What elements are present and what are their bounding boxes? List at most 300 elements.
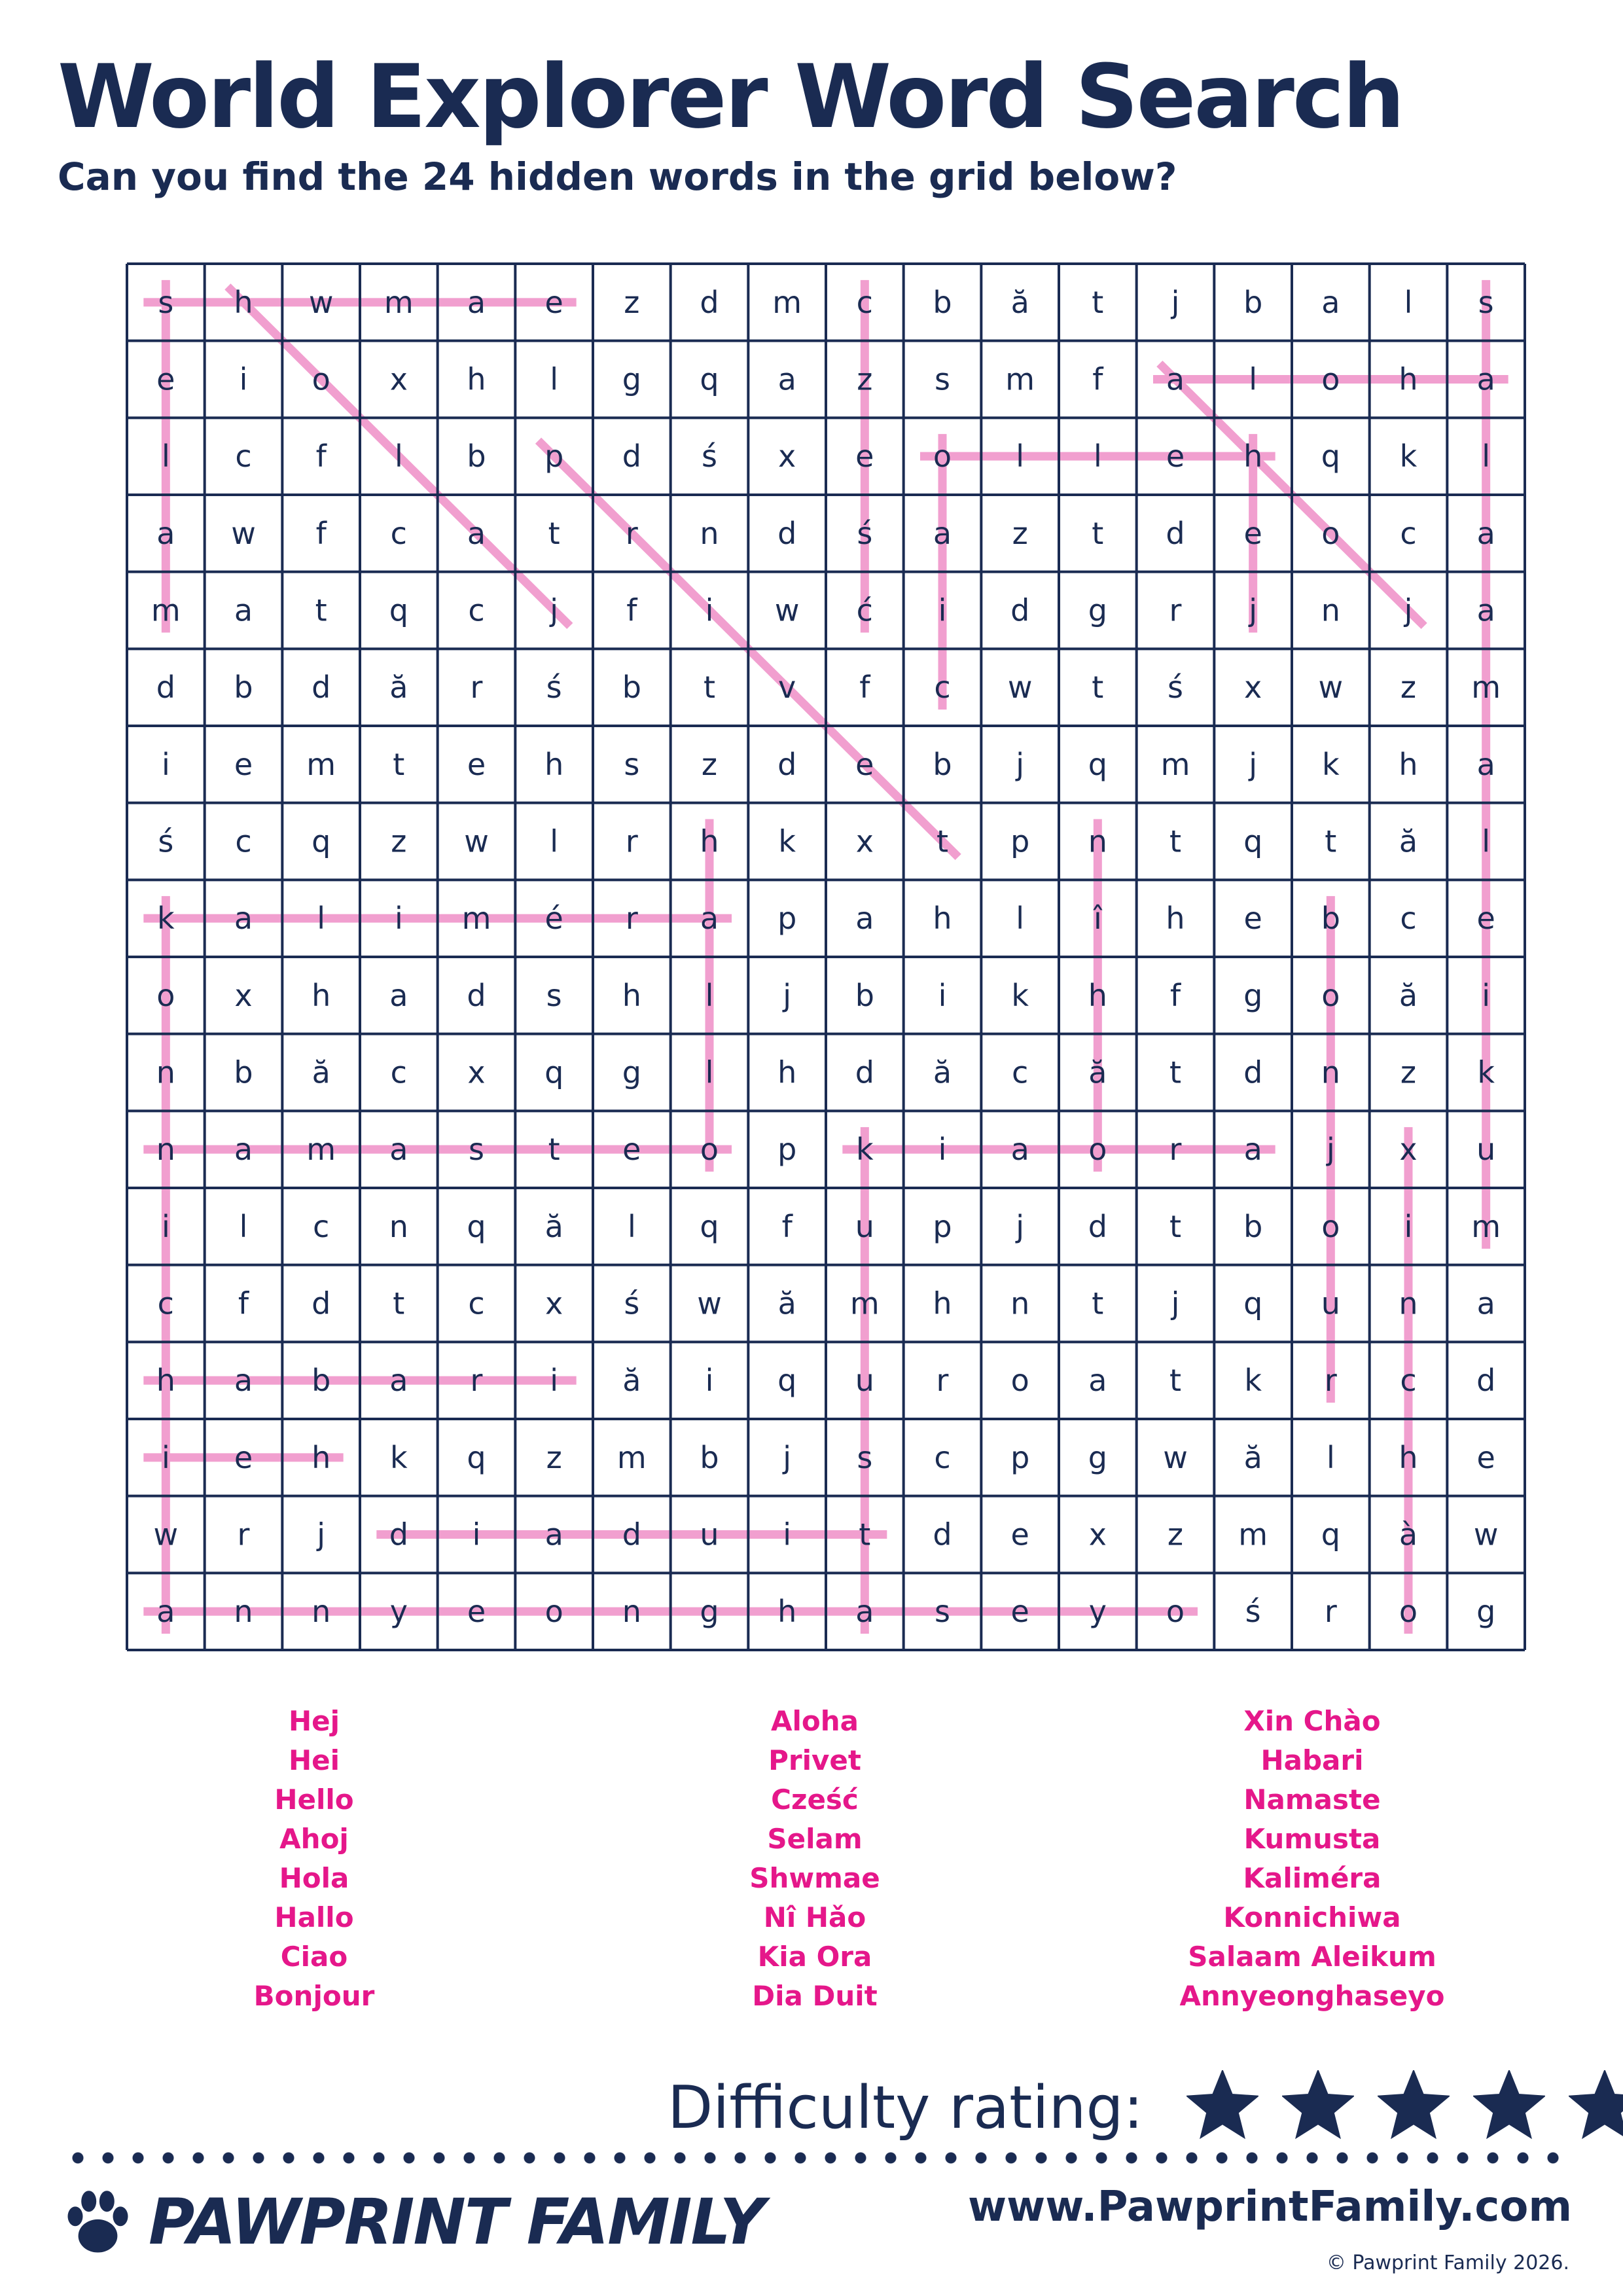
grid-letter[interactable]: i: [938, 977, 947, 1013]
grid-letter[interactable]: x: [467, 1054, 486, 1090]
grid-letter[interactable]: i: [472, 1516, 481, 1552]
grid-letter[interactable]: k: [390, 1439, 408, 1475]
grid-letter[interactable]: d: [622, 1516, 641, 1552]
grid-letter[interactable]: j: [550, 592, 559, 628]
grid-letter[interactable]: n: [1088, 823, 1107, 859]
grid-letter[interactable]: o: [933, 439, 952, 475]
grid-letter[interactable]: j: [783, 1439, 792, 1475]
grid-letter[interactable]: n: [389, 1208, 408, 1244]
grid-letter[interactable]: c: [1400, 901, 1417, 937]
grid-letter[interactable]: î: [1093, 901, 1102, 937]
grid-letter[interactable]: l: [1093, 439, 1102, 475]
grid-letter[interactable]: x: [1399, 1132, 1418, 1168]
grid-letter[interactable]: e: [1166, 439, 1185, 475]
grid-letter[interactable]: d: [622, 439, 641, 475]
grid-letter[interactable]: a: [467, 515, 486, 551]
grid-letter[interactable]: q: [1088, 746, 1107, 782]
grid-letter[interactable]: ś: [624, 1285, 640, 1321]
grid-letter[interactable]: m: [1238, 1516, 1268, 1552]
grid-letter[interactable]: a: [1476, 361, 1495, 397]
grid-letter[interactable]: q: [312, 823, 331, 859]
grid-letter[interactable]: l: [1249, 361, 1258, 397]
grid-letter[interactable]: a: [156, 1594, 175, 1630]
grid-letter[interactable]: s: [624, 746, 640, 782]
grid-letter[interactable]: n: [234, 1594, 253, 1630]
grid-letter[interactable]: m: [461, 901, 491, 937]
grid-letter[interactable]: l: [161, 439, 170, 475]
grid-letter[interactable]: n: [700, 515, 719, 551]
grid-letter[interactable]: f: [781, 1208, 793, 1244]
grid-letter[interactable]: z: [701, 746, 718, 782]
grid-letter[interactable]: e: [156, 361, 175, 397]
grid-letter[interactable]: b: [933, 746, 952, 782]
grid-letter[interactable]: d: [1476, 1363, 1496, 1399]
grid-letter[interactable]: g: [700, 1594, 719, 1630]
grid-letter[interactable]: k: [1322, 746, 1340, 782]
grid-letter[interactable]: f: [238, 1285, 249, 1321]
grid-letter[interactable]: z: [1400, 670, 1417, 706]
grid-letter[interactable]: a: [389, 1363, 408, 1399]
grid-letter[interactable]: r: [470, 670, 483, 706]
grid-letter[interactable]: u: [855, 1363, 874, 1399]
grid-letter[interactable]: i: [705, 592, 714, 628]
grid-letter[interactable]: q: [544, 1054, 564, 1090]
grid-letter[interactable]: a: [544, 1516, 563, 1552]
grid-letter[interactable]: e: [1010, 1516, 1029, 1552]
grid-letter[interactable]: j: [317, 1516, 326, 1552]
grid-letter[interactable]: r: [1169, 1132, 1182, 1168]
grid-letter[interactable]: z: [1400, 1054, 1417, 1090]
grid-letter[interactable]: ă: [622, 1363, 641, 1399]
grid-letter[interactable]: i: [239, 361, 248, 397]
grid-letter[interactable]: ś: [1245, 1594, 1261, 1630]
grid-letter[interactable]: q: [1243, 1285, 1263, 1321]
grid-letter[interactable]: t: [936, 823, 949, 859]
grid-letter[interactable]: w: [774, 592, 800, 628]
grid-letter[interactable]: h: [1088, 977, 1107, 1013]
grid-letter[interactable]: v: [778, 670, 796, 706]
grid-letter[interactable]: q: [1321, 439, 1340, 475]
grid-letter[interactable]: m: [383, 284, 414, 320]
grid-letter[interactable]: e: [1476, 901, 1495, 937]
grid-letter[interactable]: b: [622, 670, 641, 706]
grid-letter[interactable]: q: [389, 592, 408, 628]
grid-letter[interactable]: h: [1243, 439, 1263, 475]
grid-letter[interactable]: d: [777, 515, 797, 551]
grid-letter[interactable]: a: [234, 1363, 253, 1399]
grid-letter[interactable]: t: [393, 1285, 405, 1321]
grid-letter[interactable]: d: [312, 1285, 331, 1321]
grid-letter[interactable]: p: [777, 901, 797, 937]
grid-letter[interactable]: ć: [856, 592, 873, 628]
grid-letter[interactable]: c: [934, 1439, 951, 1475]
grid-letter[interactable]: h: [544, 746, 564, 782]
grid-letter[interactable]: e: [1243, 515, 1262, 551]
grid-letter[interactable]: n: [622, 1594, 641, 1630]
grid-letter[interactable]: a: [855, 901, 874, 937]
grid-letter[interactable]: ă: [544, 1208, 563, 1244]
grid-letter[interactable]: b: [234, 670, 253, 706]
grid-letter[interactable]: s: [935, 1594, 950, 1630]
grid-letter[interactable]: r: [237, 1516, 250, 1552]
grid-letter[interactable]: h: [933, 901, 952, 937]
grid-letter[interactable]: j: [783, 977, 792, 1013]
grid-letter[interactable]: h: [156, 1363, 175, 1399]
grid-letter[interactable]: w: [464, 823, 489, 859]
grid-letter[interactable]: w: [1473, 1516, 1499, 1552]
grid-letter[interactable]: t: [1092, 284, 1104, 320]
grid-letter[interactable]: d: [467, 977, 486, 1013]
grid-letter[interactable]: f: [1092, 361, 1103, 397]
grid-letter[interactable]: a: [933, 515, 952, 551]
grid-letter[interactable]: ś: [546, 670, 562, 706]
grid-letter[interactable]: n: [312, 1594, 331, 1630]
grid-letter[interactable]: t: [1169, 1054, 1182, 1090]
grid-letter[interactable]: e: [855, 746, 874, 782]
grid-letter[interactable]: a: [855, 1594, 874, 1630]
grid-letter[interactable]: i: [1482, 977, 1491, 1013]
grid-letter[interactable]: h: [622, 977, 641, 1013]
grid-letter[interactable]: x: [1244, 670, 1262, 706]
grid-letter[interactable]: y: [389, 1594, 408, 1630]
grid-letter[interactable]: r: [1324, 1363, 1337, 1399]
grid-letter[interactable]: w: [697, 1285, 722, 1321]
grid-letter[interactable]: ă: [777, 1285, 796, 1321]
grid-letter[interactable]: ś: [158, 823, 174, 859]
grid-letter[interactable]: w: [1163, 1439, 1188, 1475]
grid-letter[interactable]: ă: [1399, 823, 1418, 859]
grid-letter[interactable]: ă: [312, 1054, 330, 1090]
grid-letter[interactable]: l: [239, 1208, 248, 1244]
grid-letter[interactable]: s: [546, 977, 562, 1013]
grid-letter[interactable]: c: [934, 670, 951, 706]
grid-letter[interactable]: c: [313, 1208, 330, 1244]
grid-letter[interactable]: a: [1243, 1132, 1262, 1168]
grid-letter[interactable]: o: [1321, 515, 1340, 551]
grid-letter[interactable]: i: [161, 746, 170, 782]
grid-letter[interactable]: d: [1243, 1054, 1263, 1090]
grid-letter[interactable]: j: [1326, 1132, 1335, 1168]
grid-letter[interactable]: z: [857, 361, 873, 397]
grid-letter[interactable]: i: [938, 592, 947, 628]
grid-letter[interactable]: a: [1166, 361, 1185, 397]
grid-letter[interactable]: n: [1321, 1054, 1340, 1090]
grid-letter[interactable]: m: [1471, 670, 1501, 706]
grid-letter[interactable]: b: [467, 439, 486, 475]
grid-letter[interactable]: i: [394, 901, 403, 937]
grid-letter[interactable]: z: [546, 1439, 562, 1475]
grid-letter[interactable]: d: [1166, 515, 1185, 551]
grid-letter[interactable]: t: [703, 670, 716, 706]
grid-letter[interactable]: d: [312, 670, 331, 706]
grid-letter[interactable]: ă: [1399, 977, 1418, 1013]
grid-letter[interactable]: a: [1476, 746, 1495, 782]
grid-letter[interactable]: m: [306, 746, 336, 782]
grid-letter[interactable]: j: [1016, 746, 1025, 782]
grid-letter[interactable]: ś: [1168, 670, 1183, 706]
grid-letter[interactable]: c: [390, 515, 407, 551]
grid-letter[interactable]: o: [544, 1594, 563, 1630]
grid-letter[interactable]: a: [389, 977, 408, 1013]
grid-letter[interactable]: o: [1321, 361, 1340, 397]
grid-letter[interactable]: u: [855, 1208, 874, 1244]
grid-letter[interactable]: d: [855, 1054, 874, 1090]
grid-letter[interactable]: a: [1088, 1363, 1107, 1399]
grid-letter[interactable]: h: [777, 1054, 797, 1090]
website-link[interactable]: www.PawprintFamily.com: [967, 2183, 1572, 2231]
grid-letter[interactable]: x: [545, 1285, 563, 1321]
grid-letter[interactable]: i: [783, 1516, 792, 1552]
grid-letter[interactable]: c: [1400, 515, 1417, 551]
grid-letter[interactable]: l: [705, 977, 714, 1013]
grid-letter[interactable]: y: [1088, 1594, 1107, 1630]
grid-letter[interactable]: l: [1016, 901, 1025, 937]
grid-letter[interactable]: e: [1476, 1439, 1495, 1475]
grid-letter[interactable]: t: [548, 1132, 560, 1168]
grid-letter[interactable]: g: [1243, 977, 1263, 1013]
grid-letter[interactable]: r: [625, 823, 638, 859]
grid-letter[interactable]: c: [468, 1285, 485, 1321]
grid-letter[interactable]: b: [1243, 284, 1263, 320]
grid-letter[interactable]: s: [469, 1132, 484, 1168]
grid-letter[interactable]: r: [936, 1363, 949, 1399]
grid-letter[interactable]: h: [933, 1285, 952, 1321]
grid-letter[interactable]: ś: [702, 439, 717, 475]
grid-letter[interactable]: g: [1088, 1439, 1107, 1475]
grid-letter[interactable]: l: [317, 901, 326, 937]
grid-letter[interactable]: d: [1010, 592, 1030, 628]
grid-letter[interactable]: c: [1012, 1054, 1029, 1090]
grid-letter[interactable]: w: [1007, 670, 1033, 706]
grid-letter[interactable]: b: [312, 1363, 331, 1399]
grid-letter[interactable]: l: [1482, 439, 1491, 475]
grid-letter[interactable]: o: [1088, 1132, 1107, 1168]
grid-letter[interactable]: a: [1321, 284, 1340, 320]
grid-letter[interactable]: n: [1399, 1285, 1418, 1321]
grid-letter[interactable]: h: [234, 284, 253, 320]
grid-letter[interactable]: r: [1324, 1594, 1337, 1630]
grid-letter[interactable]: t: [1092, 1285, 1104, 1321]
grid-letter[interactable]: i: [161, 1439, 170, 1475]
grid-letter[interactable]: p: [1010, 823, 1030, 859]
grid-letter[interactable]: t: [315, 592, 327, 628]
grid-letter[interactable]: l: [1404, 284, 1413, 320]
grid-letter[interactable]: t: [548, 515, 560, 551]
grid-letter[interactable]: k: [778, 823, 796, 859]
grid-letter[interactable]: o: [1399, 1594, 1418, 1630]
grid-letter[interactable]: h: [1399, 1439, 1418, 1475]
grid-letter[interactable]: p: [777, 1132, 797, 1168]
grid-letter[interactable]: l: [550, 361, 559, 397]
grid-letter[interactable]: p: [1010, 1439, 1030, 1475]
grid-letter[interactable]: i: [705, 1363, 714, 1399]
grid-letter[interactable]: m: [616, 1439, 647, 1475]
grid-letter[interactable]: j: [1171, 284, 1180, 320]
grid-letter[interactable]: m: [772, 284, 802, 320]
grid-letter[interactable]: f: [859, 670, 870, 706]
grid-letter[interactable]: x: [389, 361, 408, 397]
grid-letter[interactable]: c: [235, 439, 252, 475]
grid-letter[interactable]: ś: [857, 515, 873, 551]
grid-letter[interactable]: s: [158, 284, 174, 320]
grid-letter[interactable]: l: [394, 439, 403, 475]
grid-letter[interactable]: k: [1011, 977, 1029, 1013]
grid-letter[interactable]: t: [1169, 1208, 1182, 1244]
grid-letter[interactable]: l: [1016, 439, 1025, 475]
grid-letter[interactable]: o: [1166, 1594, 1185, 1630]
grid-letter[interactable]: g: [1476, 1594, 1496, 1630]
grid-letter[interactable]: s: [935, 361, 950, 397]
grid-letter[interactable]: s: [857, 1439, 873, 1475]
grid-letter[interactable]: r: [470, 1363, 483, 1399]
grid-letter[interactable]: a: [1476, 1285, 1495, 1321]
grid-letter[interactable]: q: [777, 1363, 797, 1399]
grid-letter[interactable]: b: [855, 977, 874, 1013]
grid-letter[interactable]: h: [1166, 901, 1185, 937]
grid-letter[interactable]: h: [777, 1594, 797, 1630]
grid-letter[interactable]: g: [622, 361, 641, 397]
grid-letter[interactable]: n: [1321, 592, 1340, 628]
grid-letter[interactable]: q: [700, 1208, 719, 1244]
grid-letter[interactable]: q: [467, 1439, 486, 1475]
grid-letter[interactable]: p: [933, 1208, 952, 1244]
grid-letter[interactable]: m: [151, 592, 181, 628]
grid-letter[interactable]: e: [1243, 901, 1262, 937]
grid-letter[interactable]: k: [157, 901, 175, 937]
grid-letter[interactable]: a: [1010, 1132, 1029, 1168]
grid-letter[interactable]: u: [700, 1516, 719, 1552]
grid-letter[interactable]: h: [1399, 361, 1418, 397]
grid-letter[interactable]: i: [1404, 1208, 1413, 1244]
grid-letter[interactable]: q: [467, 1208, 486, 1244]
grid-letter[interactable]: g: [622, 1054, 641, 1090]
grid-letter[interactable]: j: [1249, 746, 1258, 782]
grid-letter[interactable]: a: [234, 1132, 253, 1168]
grid-letter[interactable]: é: [544, 901, 563, 937]
grid-letter[interactable]: ă: [389, 670, 408, 706]
grid-letter[interactable]: e: [544, 284, 563, 320]
grid-letter[interactable]: m: [1471, 1208, 1501, 1244]
grid-letter[interactable]: l: [705, 1054, 714, 1090]
grid-letter[interactable]: k: [1399, 439, 1418, 475]
grid-letter[interactable]: h: [700, 823, 719, 859]
grid-letter[interactable]: e: [467, 746, 486, 782]
grid-letter[interactable]: f: [626, 592, 637, 628]
grid-letter[interactable]: d: [1088, 1208, 1107, 1244]
grid-letter[interactable]: k: [1477, 1054, 1495, 1090]
grid-letter[interactable]: w: [308, 284, 334, 320]
grid-letter[interactable]: a: [1476, 515, 1495, 551]
grid-letter[interactable]: o: [1321, 977, 1340, 1013]
grid-letter[interactable]: i: [938, 1132, 947, 1168]
grid-letter[interactable]: i: [161, 1208, 170, 1244]
grid-letter[interactable]: x: [855, 823, 874, 859]
grid-letter[interactable]: t: [1169, 823, 1182, 859]
grid-letter[interactable]: b: [234, 1054, 253, 1090]
grid-letter[interactable]: w: [1318, 670, 1344, 706]
grid-letter[interactable]: r: [1169, 592, 1182, 628]
grid-letter[interactable]: i: [550, 1363, 559, 1399]
grid-letter[interactable]: e: [234, 746, 253, 782]
grid-letter[interactable]: t: [859, 1516, 871, 1552]
grid-letter[interactable]: e: [1010, 1594, 1029, 1630]
grid-letter[interactable]: t: [1169, 1363, 1182, 1399]
grid-letter[interactable]: a: [777, 361, 796, 397]
grid-letter[interactable]: x: [1088, 1516, 1107, 1552]
grid-letter[interactable]: n: [156, 1132, 175, 1168]
grid-letter[interactable]: q: [1321, 1516, 1340, 1552]
grid-letter[interactable]: à: [1399, 1516, 1418, 1552]
grid-letter[interactable]: m: [1005, 361, 1035, 397]
grid-letter[interactable]: j: [1404, 592, 1413, 628]
grid-letter[interactable]: a: [467, 284, 486, 320]
grid-letter[interactable]: l: [1482, 823, 1491, 859]
grid-letter[interactable]: u: [1321, 1285, 1340, 1321]
grid-letter[interactable]: a: [234, 901, 253, 937]
grid-letter[interactable]: ă: [1088, 1054, 1107, 1090]
grid-letter[interactable]: d: [389, 1516, 408, 1552]
grid-letter[interactable]: b: [1321, 901, 1340, 937]
grid-letter[interactable]: l: [550, 823, 559, 859]
grid-letter[interactable]: w: [231, 515, 256, 551]
grid-letter[interactable]: a: [389, 1132, 408, 1168]
grid-letter[interactable]: h: [1399, 746, 1418, 782]
grid-letter[interactable]: t: [393, 746, 405, 782]
grid-letter[interactable]: a: [156, 515, 175, 551]
grid-letter[interactable]: ă: [933, 1054, 952, 1090]
grid-letter[interactable]: t: [1325, 823, 1337, 859]
grid-letter[interactable]: t: [1092, 670, 1104, 706]
grid-letter[interactable]: a: [700, 901, 719, 937]
grid-letter[interactable]: c: [1400, 1363, 1417, 1399]
grid-letter[interactable]: h: [467, 361, 486, 397]
grid-letter[interactable]: n: [1010, 1285, 1030, 1321]
grid-letter[interactable]: o: [700, 1132, 719, 1168]
grid-letter[interactable]: z: [391, 823, 407, 859]
grid-letter[interactable]: q: [1243, 823, 1263, 859]
grid-letter[interactable]: d: [156, 670, 175, 706]
grid-letter[interactable]: q: [700, 361, 719, 397]
grid-letter[interactable]: c: [468, 592, 485, 628]
grid-letter[interactable]: h: [312, 977, 331, 1013]
grid-letter[interactable]: c: [856, 284, 873, 320]
grid-letter[interactable]: l: [627, 1208, 636, 1244]
grid-letter[interactable]: d: [933, 1516, 952, 1552]
grid-letter[interactable]: o: [156, 977, 175, 1013]
grid-letter[interactable]: o: [312, 361, 330, 397]
grid-letter[interactable]: a: [234, 592, 253, 628]
grid-letter[interactable]: j: [1249, 592, 1258, 628]
grid-letter[interactable]: w: [153, 1516, 179, 1552]
grid-letter[interactable]: j: [1016, 1208, 1025, 1244]
grid-letter[interactable]: n: [156, 1054, 175, 1090]
grid-letter[interactable]: z: [624, 284, 640, 320]
grid-letter[interactable]: o: [1010, 1363, 1029, 1399]
grid-letter[interactable]: b: [933, 284, 952, 320]
grid-letter[interactable]: p: [544, 439, 564, 475]
grid-letter[interactable]: d: [700, 284, 719, 320]
grid-letter[interactable]: x: [234, 977, 253, 1013]
grid-letter[interactable]: m: [849, 1285, 880, 1321]
grid-letter[interactable]: u: [1476, 1132, 1496, 1168]
grid-letter[interactable]: e: [855, 439, 874, 475]
grid-letter[interactable]: m: [306, 1132, 336, 1168]
grid-letter[interactable]: e: [622, 1132, 641, 1168]
grid-letter[interactable]: ă: [1010, 284, 1029, 320]
grid-letter[interactable]: c: [390, 1054, 407, 1090]
grid-letter[interactable]: d: [777, 746, 797, 782]
grid-letter[interactable]: t: [1092, 515, 1104, 551]
